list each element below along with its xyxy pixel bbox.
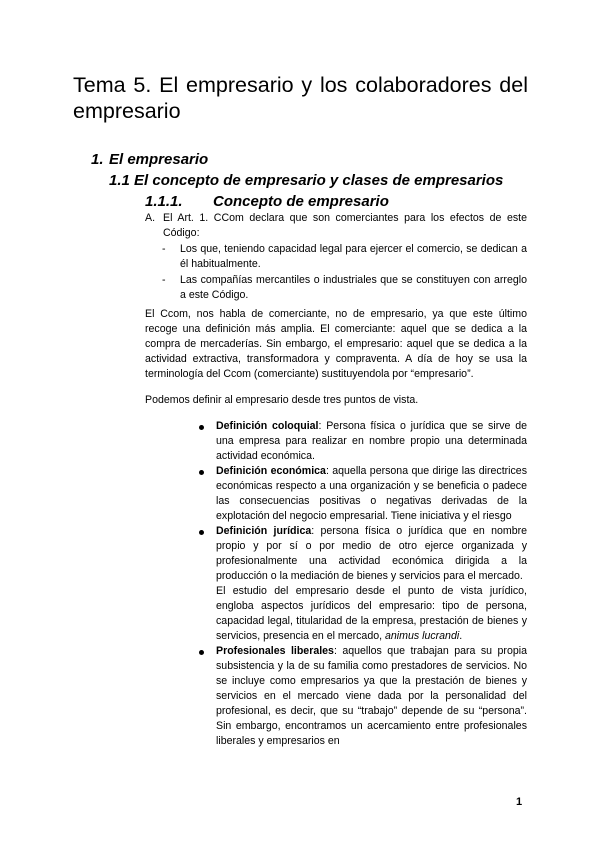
dash-item-text: Los que, teniendo capacidad legal para ejercer el comercio, se dedican a él habitualmente. xyxy=(180,243,527,270)
definition-list xyxy=(199,419,527,749)
heading-3 xyxy=(145,193,389,211)
definition-text: : aquella persona que dirige las directrices económicas respecto a una organización y se beneficia o padece las consecuencias positivas o negativas derivadas de la explotación del negocio empresarial. Tiene iniciativa y el riesgo xyxy=(216,465,528,522)
dash-list-item xyxy=(162,273,527,303)
definition-text: : Persona física o jurídica que se sirve de una empresa para realizar en nombre propio una determinada actividad económica. xyxy=(216,420,527,462)
dash-list xyxy=(162,242,527,304)
dash-marker: - xyxy=(162,243,166,255)
list-item-a xyxy=(145,211,527,241)
dash-item-text: Las compañías mercantiles o industriales que se constituyen con arreglo a este Código. xyxy=(180,274,527,301)
bullet-dot-icon xyxy=(199,650,204,655)
definition-extra-italic: animus lucrandi xyxy=(385,630,460,642)
definition-term: Definición coloquial xyxy=(216,420,319,432)
definition-extra-end: . xyxy=(459,630,463,642)
paragraph-intro: Podemos definir al empresario desde tres puntos de vista. xyxy=(145,394,419,406)
definition-item xyxy=(199,524,527,644)
page-number: 1 xyxy=(516,796,523,808)
definition-text: : aquellos que trabajan para su propia subsistencia y la de su familia como prestadores de servicios. No se incluye como empresarios ya que la prestación de bienes y servicios en el mercado viene dada por la personalidad del profesional, es decir, que su “trabajo” depende de su “persona”. Sin embargo, encontramos un acercamiento entre profesionales liberales y empresarios en xyxy=(216,645,527,747)
list-item-a-marker: A. xyxy=(145,212,156,224)
heading-3-number: 1.1.1. xyxy=(145,193,183,210)
bullet-dot-icon xyxy=(199,530,204,535)
heading-3-text: Concepto de empresario xyxy=(213,193,389,210)
heading-1-text: El empresario xyxy=(109,151,209,168)
heading-2: 1.1 El concepto de empresario y clases de empresarios xyxy=(109,172,504,189)
heading-1 xyxy=(91,151,208,169)
definition-extra xyxy=(216,584,527,644)
heading-1-number: 1. xyxy=(91,151,104,168)
paragraph-ccom: El Ccom, nos habla de comerciante, no de empresario, ya que este último recoge una definición más amplia. El comerciante: aquel que se dedica a la compra de mercaderías. Sin embargo, el empresario: aquel que se dedica a la actividad extractiva, transformadora y compraventa. A día de hoy se usa la terminología del Ccom (comerciante) sustituyendola por “empresario”. xyxy=(145,308,527,380)
definition-item xyxy=(199,644,527,749)
definition-item xyxy=(199,464,527,524)
definition-term: Definición económica xyxy=(216,465,326,477)
definition-extra-text: El estudio del empresario desde el punto de vista jurídico, engloba aspectos jurídicos del empresario: tipo de persona, capacidad legal, titularidad de la empresa, prestación de bienes y servicios, presencia en el mercado, xyxy=(216,585,527,642)
dash-list-item xyxy=(162,242,527,272)
dash-marker: - xyxy=(162,274,166,286)
document-title: Tema 5. El empresario y los colaboradores del empresario xyxy=(73,73,528,123)
definition-item xyxy=(199,419,527,464)
bullet-dot-icon xyxy=(199,470,204,475)
definition-term: Definición jurídica xyxy=(216,525,312,537)
bullet-dot-icon xyxy=(199,425,204,430)
definition-term: Profesionales liberales xyxy=(216,645,334,657)
definition-text: : persona física o jurídica que en nombre propio y por sí o por medio de otro ejerce organizada y profesionalmente una actividad económica dirigida a la producción o la mediación de bienes y servicios para el mercado. xyxy=(216,525,527,582)
list-item-a-text: El Art. 1. CCom declara que son comerciantes para los efectos de este Código: xyxy=(163,212,527,239)
